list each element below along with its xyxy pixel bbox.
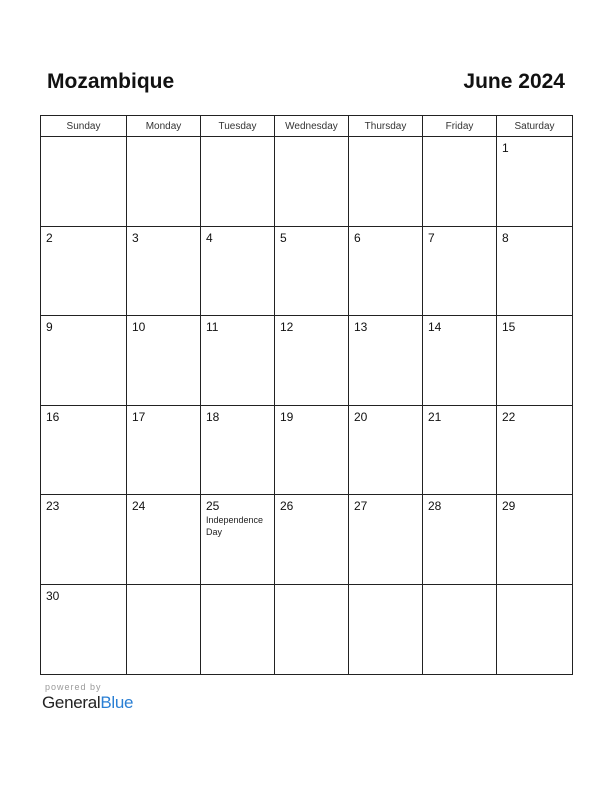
calendar-grid: [40, 115, 573, 675]
day-cell: [41, 137, 127, 227]
day-cell: [423, 137, 497, 227]
day-cell: [349, 584, 423, 674]
day-number: 27: [354, 499, 368, 514]
day-cell: [497, 405, 573, 495]
day-number: 3: [132, 230, 139, 245]
day-number: 29: [502, 499, 516, 514]
day-cell: [201, 405, 275, 495]
day-cell: [423, 495, 497, 585]
day-number: 5: [280, 230, 287, 245]
day-cell: [201, 226, 275, 316]
day-cell: [201, 137, 275, 227]
day-number: 13: [354, 320, 368, 335]
day-number: 1: [502, 141, 509, 155]
week-row: [41, 226, 573, 316]
brand-general-text: General: [42, 693, 101, 712]
day-number: 4: [206, 230, 213, 245]
day-number: 12: [280, 320, 294, 335]
week-row: [41, 137, 573, 227]
day-number: 23: [46, 499, 60, 514]
day-number: 26: [280, 499, 294, 514]
day-number: 11: [206, 320, 219, 335]
day-cell: [275, 316, 349, 406]
week-row: [41, 316, 573, 406]
day-cell: [41, 584, 127, 674]
day-number: 2: [46, 230, 53, 245]
week-row: [41, 405, 573, 495]
day-number: 19: [280, 409, 294, 424]
day-number: 7: [428, 230, 435, 245]
day-cell: [275, 226, 349, 316]
day-cell: [127, 316, 201, 406]
day-cell: [127, 495, 201, 585]
brand-name: [42, 693, 133, 713]
day-number: 18: [206, 409, 220, 424]
day-cell: [127, 584, 201, 674]
weekday-sunday: Sunday: [41, 116, 127, 137]
day-cell: [497, 226, 573, 316]
day-cell: [41, 316, 127, 406]
country-title: Mozambique: [47, 70, 175, 93]
day-cell: [201, 584, 275, 674]
day-cell: [41, 226, 127, 316]
day-cell: [41, 495, 127, 585]
day-number: 15: [502, 320, 516, 335]
day-number: 17: [132, 409, 146, 424]
day-cell: [497, 495, 573, 585]
day-cell: [349, 316, 423, 406]
day-number: 30: [46, 588, 60, 603]
day-cell: [275, 405, 349, 495]
day-cell: [497, 584, 573, 674]
day-cell: [497, 316, 573, 406]
weekday-wednesday: Wednesday: [275, 116, 349, 137]
weekday-header-row: [41, 116, 573, 137]
day-number: 22: [502, 409, 516, 424]
day-number: 16: [46, 409, 60, 424]
day-cell: [275, 137, 349, 227]
day-number: 24: [132, 499, 146, 514]
day-cell: [497, 137, 573, 227]
day-cell: [423, 405, 497, 495]
day-cell: [349, 495, 423, 585]
day-number: 14: [428, 320, 442, 335]
day-cell: [41, 405, 127, 495]
day-number: 21: [428, 409, 442, 424]
day-cell: [201, 316, 275, 406]
weekday-friday: Friday: [423, 116, 497, 137]
holiday-label: Independence Day: [206, 515, 264, 538]
day-cell: [275, 584, 349, 674]
day-number: 20: [354, 409, 368, 424]
weekday-saturday: Saturday: [497, 116, 573, 137]
powered-by-text: powered by: [45, 682, 102, 692]
day-cell: [423, 584, 497, 674]
day-cell: [423, 316, 497, 406]
day-number: 6: [354, 230, 361, 245]
generalblue-logo: [42, 682, 133, 713]
day-cell: [349, 405, 423, 495]
day-number: 9: [46, 320, 53, 335]
day-cell: [349, 137, 423, 227]
week-row: [41, 495, 573, 585]
day-cell: [127, 405, 201, 495]
day-number: 8: [502, 230, 509, 245]
day-cell: [127, 226, 201, 316]
week-row: [41, 584, 573, 674]
day-number: 25: [206, 499, 220, 514]
weekday-tuesday: Tuesday: [201, 116, 275, 137]
brand-blue-text: Blue: [100, 693, 134, 712]
month-year-title: June 2024: [463, 70, 565, 93]
day-number: 10: [132, 320, 146, 335]
day-number: 28: [428, 499, 442, 514]
day-cell: [127, 137, 201, 227]
day-cell: [423, 226, 497, 316]
weekday-monday: Monday: [127, 116, 201, 137]
day-cell: [275, 495, 349, 585]
day-cell: [201, 495, 275, 585]
weekday-thursday: Thursday: [349, 116, 423, 137]
day-cell: [349, 226, 423, 316]
